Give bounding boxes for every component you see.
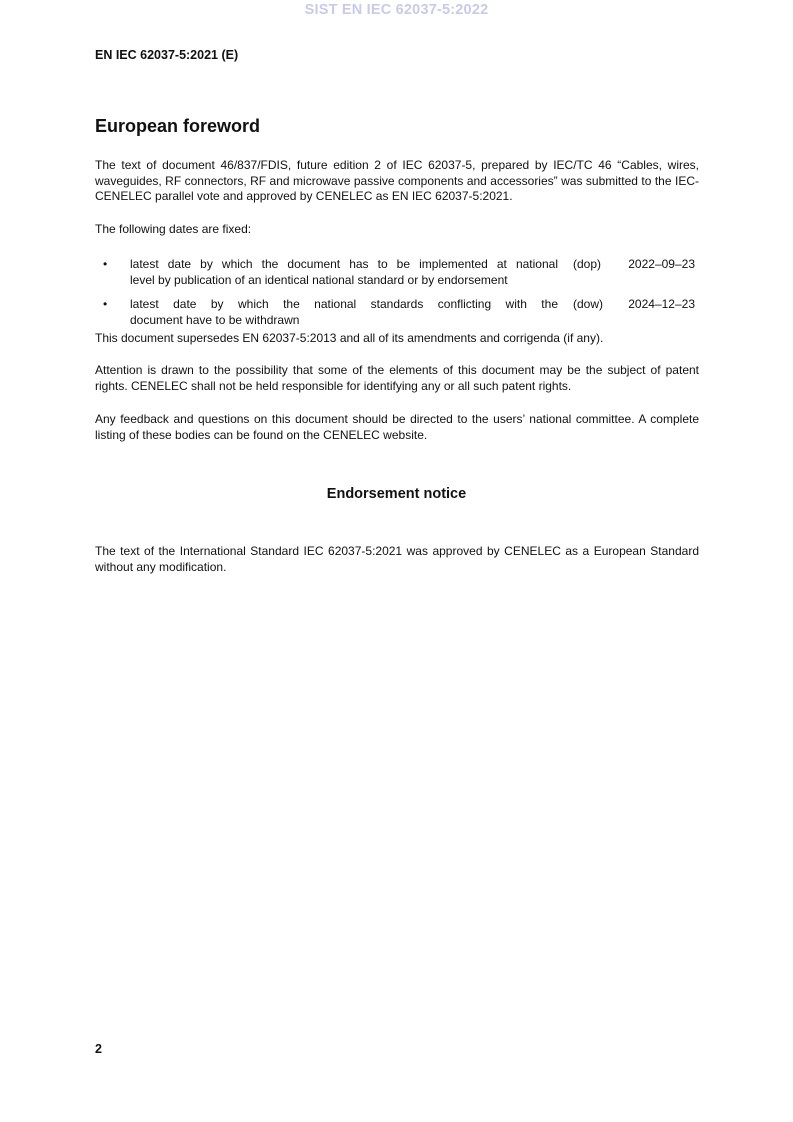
attention-paragraph: Attention is drawn to the possibility that some of the elements of this document may be the subject of patent rights. CENELEC shall not be held responsible for identifying any or all such patent rights. xyxy=(95,363,699,393)
date-description-line1: latest date by which the document has to be implemented at national xyxy=(130,257,558,271)
list-item xyxy=(95,257,699,297)
date-description xyxy=(130,257,558,288)
date-code: (dop) xyxy=(573,257,602,271)
supersedes-paragraph: This document supersedes EN 62037-5:2013 and all of its amendments and corrigenda (if any). xyxy=(95,331,604,345)
intro-paragraph: The text of document 46/837/FDIS, future edition 2 of IEC 62037-5, prepared by IEC/TC 46 “Cables, wires, waveguides, RF connectors, RF and microwave passive components and accessories” was submitted to the IEC-CENELEC parallel vote and approved by CENELEC as EN IEC 62037-5:2021. xyxy=(95,158,699,203)
page-number: 2 xyxy=(95,1042,102,1056)
fixed-dates-list xyxy=(95,257,699,337)
date-description-line2: document have to be withdrawn xyxy=(130,312,300,327)
endorsement-title: Endorsement notice xyxy=(326,486,467,502)
bullet: • xyxy=(103,297,108,311)
date-description-line2: level by publication of an identical national standard or by endorsement xyxy=(130,272,508,287)
date-description xyxy=(130,297,558,328)
date-code: (dow) xyxy=(573,297,604,311)
feedback-paragraph: Any feedback and questions on this document should be directed to the users’ national committee. A complete listing of these bodies can be found on the CENELEC website. xyxy=(95,412,699,442)
section-title: European foreword xyxy=(95,116,261,136)
endorsement-paragraph: The text of the International Standard IEC 62037-5:2021 was approved by CENELEC as a European Standard without any modification. xyxy=(95,544,699,574)
watermark: SIST EN IEC 62037-5:2022 xyxy=(304,2,489,18)
document-header: EN IEC 62037-5:2021 (E) xyxy=(95,48,239,62)
dates-intro-paragraph: The following dates are fixed: xyxy=(95,222,252,236)
date-value: 2022–09–23 xyxy=(628,257,695,271)
bullet: • xyxy=(103,257,108,271)
date-description-line1: latest date by which the national standards conflicting with the xyxy=(130,297,558,311)
date-value: 2024–12–23 xyxy=(628,297,695,311)
